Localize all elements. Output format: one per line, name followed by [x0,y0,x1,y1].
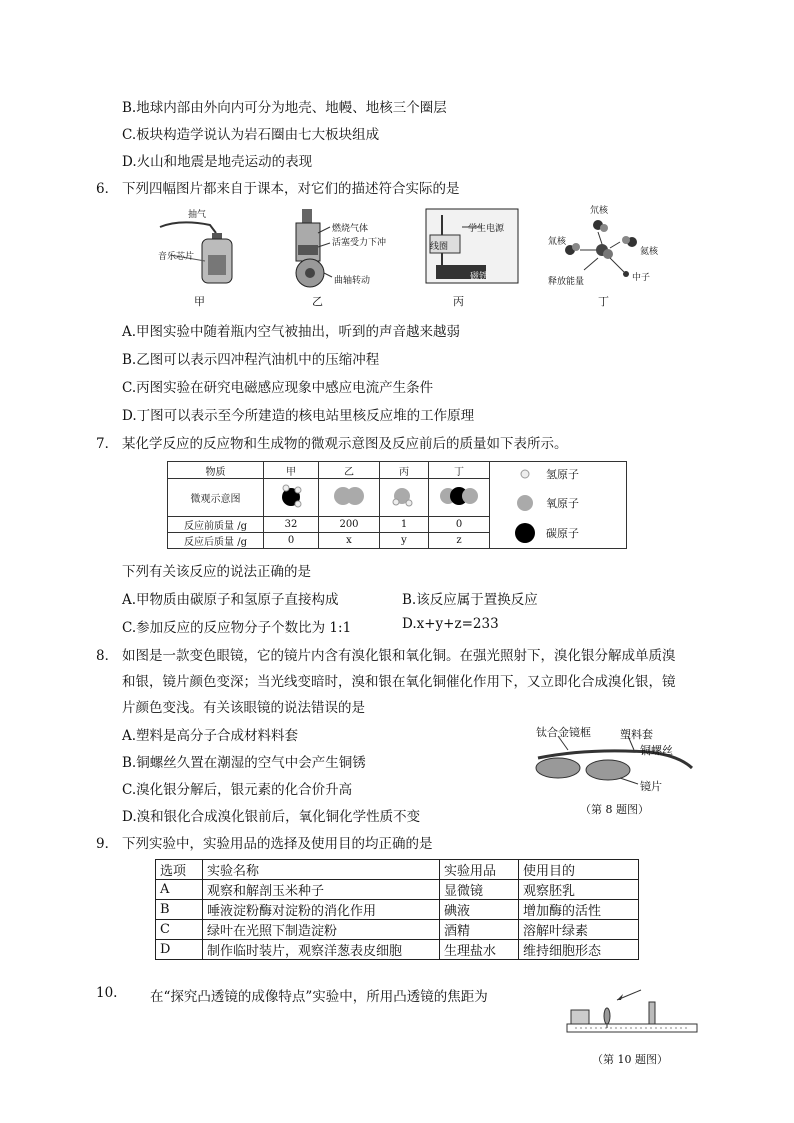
q7-micro-bing [380,479,429,517]
q8-stem-line-2: 和银，镜片颜色变深；当光线变暗时，溴和银在氧化铜催化作用下，又立即化合成溴化银，镜 [122,674,676,690]
q7-number: 7． [96,436,119,452]
q9-cell: 制作临时装片，观察洋葱表皮细胞 [203,940,440,960]
q8-option-b: B.铜螺丝久置在潮湿的空气中会产生铜锈 [122,755,366,771]
q8-stem-line-1: 如图是一款变色眼镜，它的镜片内含有溴化银和氧化铜。在强光照射下，溴化银分解成单质溴 [122,648,676,664]
q7-micro-jia [264,479,319,517]
q8-number: 8． [96,648,119,664]
atom-legend-icons [514,469,536,549]
molecule-jia-icon [276,482,306,510]
q9-cell: 生理盐水 [440,940,519,960]
q9-cell: 绿叶在光照下制造淀粉 [203,920,440,940]
q7-after-yi: x [319,533,380,549]
q8-fig-label-frame: 钛合金镜框 [536,726,591,739]
q6-option-a: A.甲图实验中随着瓶内空气被抽出，听到的声音越来越弱 [122,324,461,340]
figure-q8-glasses [528,722,698,797]
q7-stem: 某化学反应的反应物和生成物的微观示意图及反应前后的质量如下表所示。 [122,436,568,452]
figure-yi [288,205,398,290]
q9-header-purpose: 使用目的 [519,860,639,880]
q9-cell: B [156,900,203,920]
fig-ding-label-tritium: 氚核 [548,237,567,247]
q9-cell: 酒精 [440,920,519,940]
q8-option-d: D.溴和银化合成溴化银前后，氧化铜化学性质不变 [122,809,421,825]
fig-ding-label-neutron: 中子 [632,273,651,283]
q9-cell: 增加酶的活性 [519,900,639,920]
q9-stem: 下列实验中，实验用品的选择及使用目的均正确的是 [122,836,433,852]
q7-micro-ding [429,479,490,517]
q7-header-ding: 丁 [429,462,490,479]
fig-bing-label-coil: 线圈 [430,242,449,252]
fig-jia-label-pump: 抽气 [188,210,207,220]
figure-label-bing: 丙 [453,295,464,308]
q10-number: 10. [96,985,118,1001]
q7-table [167,461,627,549]
q9-header-name: 实验名称 [203,860,440,880]
figure-label-jia: 甲 [194,295,205,308]
q7-option-c: C.参加反应的反应物分子个数比为 1:1 [122,620,352,636]
q9-cell: C [156,920,203,940]
q7-after-label: 反应后质量 /g [168,533,264,549]
fig-bing-label-power: 学生电源 [468,224,505,234]
q9-cell: 观察胚乳 [519,880,639,900]
figure-label-yi: 乙 [312,295,323,308]
q6-option-d: D.丁图可以表示至今所建造的核电站里核反应堆的工作原理 [122,408,475,424]
q6-number: 6． [96,181,119,197]
q9-cell: 溶解叶绿素 [519,920,639,940]
table-row [156,920,639,940]
q9-cell: 维持细胞形态 [519,940,639,960]
q7-before-jia: 32 [264,517,319,533]
q7-header-jia: 甲 [264,462,319,479]
q7-before-yi: 200 [319,517,380,533]
table-row [156,900,639,920]
q7-after-bing: y [380,533,429,549]
q9-number: 9． [96,836,119,852]
fig-ding-label-deuterium: 氘核 [590,206,609,216]
legend-carbon: 碳原子 [546,527,579,540]
q7-before-bing: 1 [380,517,429,533]
fig-ding-label-helium: 氦核 [640,247,659,257]
q10-caption: （第 10 题图） [592,1053,668,1066]
figure-bing [422,205,522,287]
q7-header-substance: 物质 [168,462,264,479]
q8-fig-label-screw: 铜螺丝 [640,744,673,757]
q6-option-b: B.乙图可以表示四冲程汽油机中的压缩冲程 [122,352,380,368]
q8-fig-label-plastic: 塑料套 [620,728,653,741]
q7-option-b: B.该反应属于置换反应 [402,592,538,608]
q7-option-d: D.x+y+z=233 [402,616,499,632]
q7-legend [490,462,627,549]
q7-header-bing: 丙 [380,462,429,479]
q8-option-c: C.溴化银分解后，银元素的化合价升高 [122,782,353,798]
q7-micro-yi [319,479,380,517]
fig-yi-label-crank: 曲轴转动 [334,276,371,286]
q5-option-c: C.板块构造学说认为岩石圈由七大板块组成 [122,127,380,143]
q7-before-label: 反应前质量 /g [168,517,264,533]
q9-cell: 观察和解剖玉米种子 [203,880,440,900]
molecule-bing-icon [387,482,421,510]
table-row [156,880,639,900]
q10-stem: 在“探究凸透镜的成像特点”实验中，所用凸透镜的焦距为 [150,989,488,1005]
q7-sub-stem: 下列有关该反应的说法正确的是 [122,564,311,580]
figure-jia [150,205,250,285]
table-row [156,940,639,960]
q9-header-materials: 实验用品 [440,860,519,880]
figure-label-ding: 丁 [598,295,609,308]
fig-yi-label-piston: 活塞受力下冲 [332,238,387,248]
q9-cell: 碘液 [440,900,519,920]
q7-option-a: A.甲物质由碳原子和氢原子直接构成 [122,592,339,608]
q9-header-option: 选项 [156,860,203,880]
q8-option-a: A.塑料是高分子合成材料料套 [122,728,299,744]
q9-cell: 显微镜 [440,880,519,900]
optical-bench-illustration [565,988,700,1043]
q6-option-c: C.丙图实验在研究电磁感应现象中感应电流产生条件 [122,380,434,396]
q8-caption: （第 8 题图） [580,803,649,816]
legend-hydrogen: 氢原子 [546,468,579,481]
molecule-yi-icon [329,482,369,510]
q7-row-micro-label: 微观示意图 [168,479,264,517]
fig-yi-label-gas: 燃烧气体 [332,224,369,234]
q7-before-ding: 0 [429,517,490,533]
figure-q10-optical-bench [565,988,700,1043]
q9-cell: D [156,940,203,960]
q5-option-b: B.地球内部由外向内可分为地壳、地幔、地核三个圈层 [122,100,447,116]
q9-cell: A [156,880,203,900]
q7-after-jia: 0 [264,533,319,549]
figure-ding [540,200,675,290]
q7-header-yi: 乙 [319,462,380,479]
q6-stem: 下列四幅图片都来自于课本，对它们的描述符合实际的是 [122,181,460,197]
fig-jia-label-chip: 音乐芯片 [158,252,195,262]
fig-ding-label-energy: 释放能量 [548,277,585,287]
molecule-ding-icon [434,482,484,510]
q9-table [155,859,639,960]
q9-cell: 唾液淀粉酶对淀粉的消化作用 [203,900,440,920]
q5-option-d: D.火山和地震是地壳运动的表现 [122,154,313,170]
legend-oxygen: 氧原子 [546,497,579,510]
fig-bing-label-magnet: 磁铁 [470,272,489,282]
q8-fig-label-lens: 镜片 [640,780,662,793]
q8-stem-line-3: 片颜色变浅。有关该眼镜的说法错误的是 [122,700,365,716]
q7-after-ding: z [429,533,490,549]
